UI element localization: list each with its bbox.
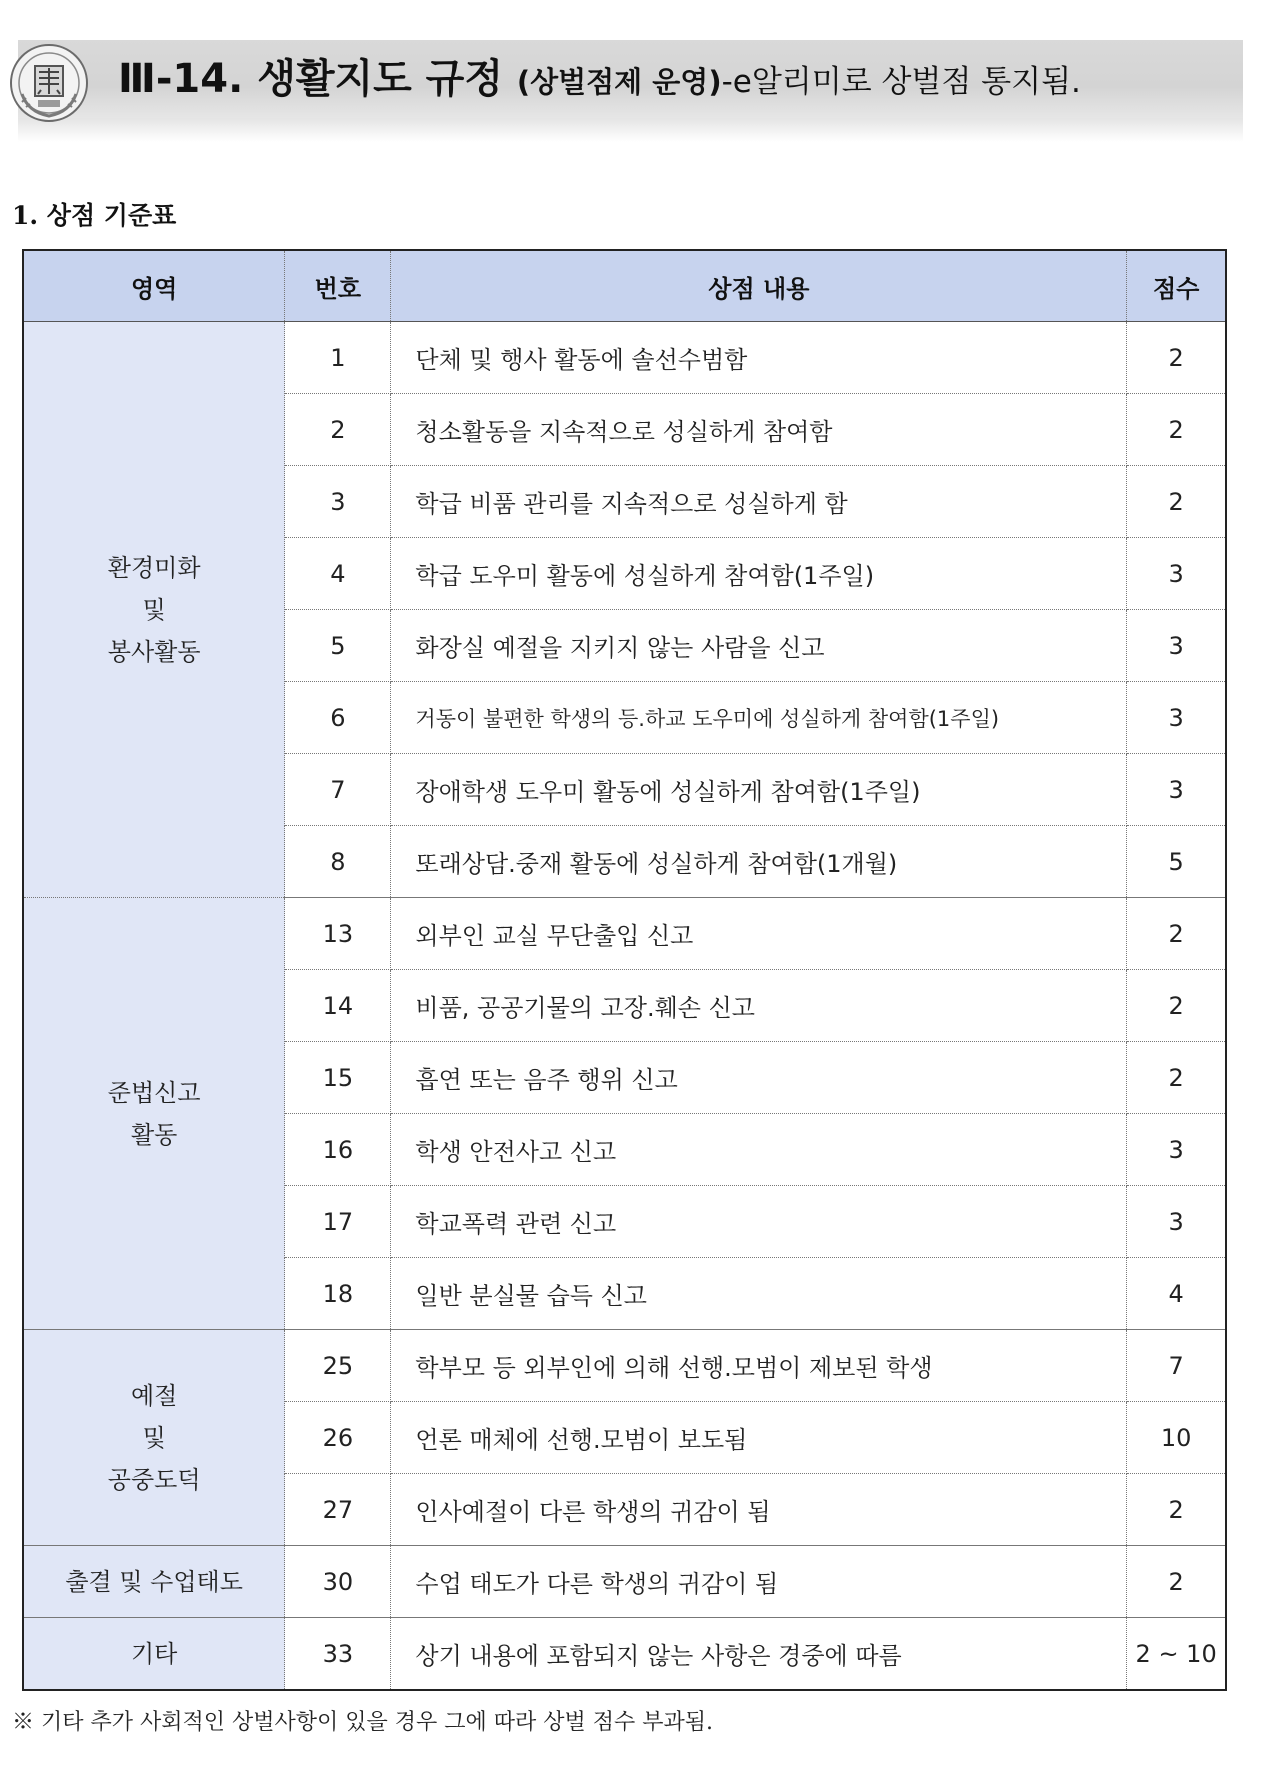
row-content: 비품, 공공기물의 고장.훼손 신고 bbox=[391, 970, 1127, 1042]
header-content: 상점 내용 bbox=[391, 250, 1127, 322]
row-score: 4 bbox=[1127, 1258, 1226, 1330]
area-label: 및 bbox=[142, 1423, 166, 1452]
row-content: 일반 분실물 습득 신고 bbox=[391, 1258, 1127, 1330]
row-number: 14 bbox=[285, 970, 391, 1042]
row-score: 3 bbox=[1127, 610, 1226, 682]
area-label: 기타 bbox=[130, 1639, 178, 1668]
area-cell bbox=[23, 898, 285, 1330]
area-label: 봉사활동 bbox=[107, 637, 201, 666]
table-row bbox=[23, 1546, 1226, 1618]
row-number: 6 bbox=[285, 682, 391, 754]
row-score: 5 bbox=[1127, 826, 1226, 898]
row-number: 30 bbox=[285, 1546, 391, 1618]
area-cell bbox=[23, 1618, 285, 1691]
area-label: 출결 및 수업태도 bbox=[65, 1567, 243, 1596]
section-heading: 1. 상점 기준표 bbox=[12, 201, 177, 230]
row-score: 2 bbox=[1127, 322, 1226, 394]
row-content: 장애학생 도우미 활동에 성실하게 참여함(1주일) bbox=[391, 754, 1127, 826]
row-number: 2 bbox=[285, 394, 391, 466]
row-score: 2 bbox=[1127, 394, 1226, 466]
row-content: 학급 비품 관리를 지속적으로 성실하게 함 bbox=[391, 466, 1127, 538]
row-content: 인사예절이 다른 학생의 귀감이 됨 bbox=[391, 1474, 1127, 1546]
row-number: 7 bbox=[285, 754, 391, 826]
row-content: 학교폭력 관련 신고 bbox=[391, 1186, 1127, 1258]
row-content: 학부모 등 외부인에 의해 선행.모범이 제보된 학생 bbox=[391, 1330, 1127, 1402]
area-label: 환경미화 bbox=[107, 553, 201, 582]
table-row bbox=[23, 322, 1226, 394]
row-score: 2 bbox=[1127, 1546, 1226, 1618]
area-cell bbox=[23, 1330, 285, 1546]
row-content: 수업 태도가 다른 학생의 귀감이 됨 bbox=[391, 1546, 1127, 1618]
row-number: 18 bbox=[285, 1258, 391, 1330]
title-notice: -e알리미로 상벌점 통지됨. bbox=[721, 64, 1081, 100]
header-number: 번호 bbox=[285, 250, 391, 322]
page-title bbox=[118, 48, 1081, 110]
row-number: 33 bbox=[285, 1618, 391, 1691]
row-content: 학급 도우미 활동에 성실하게 참여함(1주일) bbox=[391, 538, 1127, 610]
row-number: 26 bbox=[285, 1402, 391, 1474]
area-label: 준법신고 bbox=[107, 1078, 201, 1107]
row-number: 5 bbox=[285, 610, 391, 682]
table-row bbox=[23, 898, 1226, 970]
row-content: 언론 매체에 선행.모범이 보도됨 bbox=[391, 1402, 1127, 1474]
row-score: 3 bbox=[1127, 1114, 1226, 1186]
row-score: 10 bbox=[1127, 1402, 1226, 1474]
row-score: 2 ~ 10 bbox=[1127, 1618, 1226, 1691]
row-content: 단체 및 행사 활동에 솔선수범함 bbox=[391, 322, 1127, 394]
row-score: 7 bbox=[1127, 1330, 1226, 1402]
row-content: 거동이 불편한 학생의 등.하교 도우미에 성실하게 참여함(1주일) bbox=[391, 682, 1127, 754]
merit-criteria-table bbox=[22, 249, 1227, 1691]
row-score: 3 bbox=[1127, 682, 1226, 754]
row-number: 15 bbox=[285, 1042, 391, 1114]
title-banner-shadow bbox=[18, 118, 1243, 142]
row-number: 3 bbox=[285, 466, 391, 538]
row-score: 2 bbox=[1127, 898, 1226, 970]
footnote: ※ 기타 추가 사회적인 상벌사항이 있을 경우 그에 따라 상벌 점수 부과됨. bbox=[12, 1710, 713, 1735]
row-number: 13 bbox=[285, 898, 391, 970]
row-number: 16 bbox=[285, 1114, 391, 1186]
row-number: 25 bbox=[285, 1330, 391, 1402]
row-score: 2 bbox=[1127, 1474, 1226, 1546]
row-number: 8 bbox=[285, 826, 391, 898]
row-content: 흡연 또는 음주 행위 신고 bbox=[391, 1042, 1127, 1114]
row-number: 4 bbox=[285, 538, 391, 610]
row-content: 외부인 교실 무단출입 신고 bbox=[391, 898, 1127, 970]
school-emblem-icon bbox=[8, 42, 90, 124]
table-row bbox=[23, 1330, 1226, 1402]
table-header-row bbox=[23, 250, 1226, 322]
row-content: 청소활동을 지속적으로 성실하게 참여함 bbox=[391, 394, 1127, 466]
title-parenthetical: (상벌점제 운영) bbox=[516, 65, 722, 99]
area-label: 공중도덕 bbox=[107, 1465, 201, 1494]
row-content: 또래상담.중재 활동에 성실하게 참여함(1개월) bbox=[391, 826, 1127, 898]
area-label: 및 bbox=[142, 595, 166, 624]
row-score: 3 bbox=[1127, 754, 1226, 826]
row-content: 학생 안전사고 신고 bbox=[391, 1114, 1127, 1186]
title-main: Ⅲ-14. 생활지도 규정 bbox=[118, 56, 517, 102]
row-score: 3 bbox=[1127, 538, 1226, 610]
header-area: 영역 bbox=[23, 250, 285, 322]
row-number: 27 bbox=[285, 1474, 391, 1546]
row-number: 1 bbox=[285, 322, 391, 394]
header-score: 점수 bbox=[1127, 250, 1226, 322]
area-cell bbox=[23, 1546, 285, 1618]
row-content: 상기 내용에 포함되지 않는 사항은 경중에 따름 bbox=[391, 1618, 1127, 1691]
row-score: 2 bbox=[1127, 970, 1226, 1042]
row-content: 화장실 예절을 지키지 않는 사람을 신고 bbox=[391, 610, 1127, 682]
area-cell bbox=[23, 322, 285, 898]
area-label: 활동 bbox=[130, 1120, 178, 1149]
row-number: 17 bbox=[285, 1186, 391, 1258]
table-row bbox=[23, 1618, 1226, 1691]
row-score: 3 bbox=[1127, 1186, 1226, 1258]
area-label: 예절 bbox=[130, 1381, 178, 1410]
row-score: 2 bbox=[1127, 466, 1226, 538]
row-score: 2 bbox=[1127, 1042, 1226, 1114]
